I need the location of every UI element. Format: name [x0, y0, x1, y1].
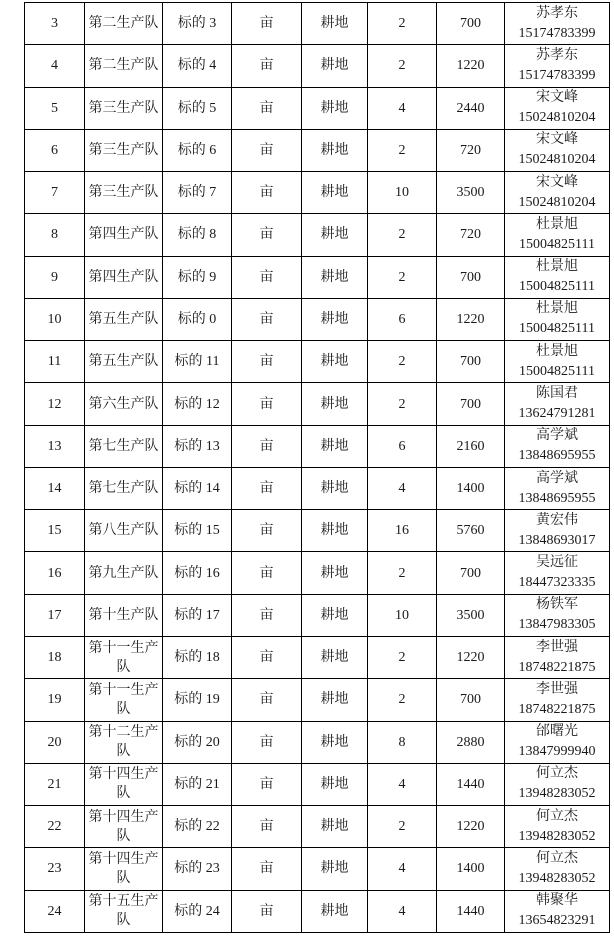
cell-bid-subject: 标的 21: [163, 763, 232, 805]
cell-bid-subject: 标的 9: [163, 256, 232, 298]
cell-bid-subject: 标的 18: [163, 636, 232, 678]
cell-unit: 亩: [232, 552, 302, 594]
cell-unit: 亩: [232, 890, 302, 932]
cell-quantity: 4: [368, 890, 437, 932]
cell-contact: [505, 45, 610, 87]
cell-amount: 3500: [437, 594, 505, 636]
cell-unit: 亩: [232, 3, 302, 45]
cell-amount: 1220: [437, 806, 505, 848]
cell-contact: [505, 425, 610, 467]
cell-unit: 亩: [232, 679, 302, 721]
cell-row-number: 21: [25, 763, 85, 805]
cell-quantity: 2: [368, 806, 437, 848]
cell-quantity: 2: [368, 383, 437, 425]
cell-quantity: 10: [368, 172, 437, 214]
cell-amount: 700: [437, 341, 505, 383]
cell-contact: [505, 87, 610, 129]
cell-row-number: 14: [25, 467, 85, 509]
cell-bid-subject: 标的 23: [163, 848, 232, 890]
contact-phone: 13654823291: [518, 913, 596, 929]
cell-bid-subject: 标的 24: [163, 890, 232, 932]
contact-phone: 15024810204: [518, 110, 596, 126]
cell-quantity: 6: [368, 298, 437, 340]
cell-row-number: 7: [25, 172, 85, 214]
cell-quantity: 4: [368, 763, 437, 805]
table-row: [25, 87, 610, 129]
table-row: [25, 256, 610, 298]
cell-row-number: 17: [25, 594, 85, 636]
table-row: [25, 298, 610, 340]
table-body: [25, 3, 610, 933]
cell-amount: 2440: [437, 87, 505, 129]
cell-production-team: 第二生产队: [85, 45, 163, 87]
cell-quantity: 2: [368, 129, 437, 171]
contact-name: 苏孝东: [536, 47, 578, 63]
contact-name: 杜景旭: [536, 343, 578, 359]
cell-land-type: 耕地: [302, 341, 368, 383]
cell-contact: [505, 172, 610, 214]
cell-production-team: 第八生产队: [85, 510, 163, 552]
cell-unit: 亩: [232, 848, 302, 890]
cell-row-number: 3: [25, 3, 85, 45]
table-row: [25, 3, 610, 45]
cell-row-number: 19: [25, 679, 85, 721]
cell-bid-subject: 标的 3: [163, 3, 232, 45]
cell-row-number: 15: [25, 510, 85, 552]
cell-amount: 2160: [437, 425, 505, 467]
contact-phone: 18447323335: [518, 575, 596, 591]
cell-amount: 1400: [437, 848, 505, 890]
cell-land-type: 耕地: [302, 679, 368, 721]
cell-unit: 亩: [232, 467, 302, 509]
cell-quantity: 2: [368, 3, 437, 45]
cell-contact: [505, 552, 610, 594]
contact-phone: 15004825111: [519, 279, 595, 295]
cell-land-type: 耕地: [302, 552, 368, 594]
contact-name: 邰曙光: [536, 724, 578, 740]
cell-bid-subject: 标的 17: [163, 594, 232, 636]
cell-amount: 1220: [437, 45, 505, 87]
cell-production-team: 第三生产队: [85, 172, 163, 214]
cell-quantity: 2: [368, 45, 437, 87]
cell-bid-subject: 标的 19: [163, 679, 232, 721]
contact-phone: 18748221875: [518, 701, 596, 717]
cell-bid-subject: 标的 4: [163, 45, 232, 87]
cell-contact: [505, 467, 610, 509]
cell-quantity: 16: [368, 510, 437, 552]
contact-phone: 13848693017: [518, 532, 596, 548]
cell-quantity: 4: [368, 467, 437, 509]
contact-phone: 15004825111: [519, 236, 595, 252]
cell-row-number: 22: [25, 806, 85, 848]
contact-phone: 13948283052: [518, 828, 596, 844]
cell-row-number: 24: [25, 890, 85, 932]
cell-contact: [505, 890, 610, 932]
cell-bid-subject: 标的 14: [163, 467, 232, 509]
cell-land-type: 耕地: [302, 425, 368, 467]
cell-land-type: 耕地: [302, 890, 368, 932]
cell-contact: [505, 594, 610, 636]
cell-land-type: 耕地: [302, 848, 368, 890]
cell-land-type: 耕地: [302, 721, 368, 763]
contact-phone: 15024810204: [518, 194, 596, 210]
cell-production-team: 第三生产队: [85, 87, 163, 129]
cell-bid-subject: 标的 8: [163, 214, 232, 256]
cell-contact: [505, 510, 610, 552]
cell-unit: 亩: [232, 383, 302, 425]
cell-quantity: 4: [368, 848, 437, 890]
contact-name: 何立杰: [536, 766, 578, 782]
cell-amount: 1440: [437, 890, 505, 932]
cell-row-number: 13: [25, 425, 85, 467]
contact-phone: 13948283052: [518, 786, 596, 802]
table-row: [25, 594, 610, 636]
cell-land-type: 耕地: [302, 383, 368, 425]
cell-production-team: 第十五生产队: [85, 890, 163, 932]
cell-unit: 亩: [232, 806, 302, 848]
cell-quantity: 2: [368, 552, 437, 594]
cell-land-type: 耕地: [302, 214, 368, 256]
cell-unit: 亩: [232, 298, 302, 340]
cell-unit: 亩: [232, 721, 302, 763]
table-row: [25, 510, 610, 552]
cell-row-number: 11: [25, 341, 85, 383]
cell-land-type: 耕地: [302, 467, 368, 509]
cell-unit: 亩: [232, 425, 302, 467]
table-row: [25, 172, 610, 214]
cell-bid-subject: 标的 0: [163, 298, 232, 340]
cell-contact: [505, 341, 610, 383]
cell-quantity: 2: [368, 214, 437, 256]
cell-row-number: 16: [25, 552, 85, 594]
contact-phone: 13847983305: [518, 617, 596, 633]
contact-phone: 15004825111: [519, 321, 595, 337]
cell-production-team: 第五生产队: [85, 298, 163, 340]
cell-amount: 700: [437, 679, 505, 721]
cell-quantity: 6: [368, 425, 437, 467]
table-row: [25, 763, 610, 805]
contact-phone: 13848695955: [518, 490, 596, 506]
cell-production-team: 第七生产队: [85, 425, 163, 467]
contact-name: 李世强: [536, 681, 578, 697]
cell-amount: 720: [437, 214, 505, 256]
cell-quantity: 2: [368, 341, 437, 383]
cell-contact: [505, 848, 610, 890]
cell-land-type: 耕地: [302, 298, 368, 340]
cell-row-number: 5: [25, 87, 85, 129]
cell-production-team: 第十一生产队: [85, 636, 163, 678]
cell-production-team: 第四生产队: [85, 256, 163, 298]
cell-land-type: 耕地: [302, 45, 368, 87]
cell-bid-subject: 标的 5: [163, 87, 232, 129]
cell-bid-subject: 标的 20: [163, 721, 232, 763]
cell-unit: 亩: [232, 129, 302, 171]
cell-production-team: 第十生产队: [85, 594, 163, 636]
cell-land-type: 耕地: [302, 87, 368, 129]
cell-unit: 亩: [232, 763, 302, 805]
contact-name: 宋文峰: [536, 132, 578, 148]
cell-land-type: 耕地: [302, 256, 368, 298]
cell-contact: [505, 129, 610, 171]
cell-quantity: 10: [368, 594, 437, 636]
contact-name: 杜景旭: [536, 259, 578, 275]
cell-production-team: 第九生产队: [85, 552, 163, 594]
cell-amount: 700: [437, 3, 505, 45]
cell-amount: 1220: [437, 636, 505, 678]
cell-quantity: 2: [368, 636, 437, 678]
cell-quantity: 2: [368, 256, 437, 298]
cell-land-type: 耕地: [302, 3, 368, 45]
table-row: [25, 848, 610, 890]
contact-phone: 13948283052: [518, 870, 596, 886]
table-row: [25, 552, 610, 594]
table-row: [25, 467, 610, 509]
contact-name: 杜景旭: [536, 216, 578, 232]
cell-unit: 亩: [232, 214, 302, 256]
cell-quantity: 2: [368, 679, 437, 721]
contact-phone: 13848695955: [518, 448, 596, 464]
cell-bid-subject: 标的 16: [163, 552, 232, 594]
cell-unit: 亩: [232, 172, 302, 214]
cell-quantity: 8: [368, 721, 437, 763]
cell-row-number: 8: [25, 214, 85, 256]
cell-contact: [505, 298, 610, 340]
cell-amount: 2880: [437, 721, 505, 763]
contact-name: 杜景旭: [536, 301, 578, 317]
cell-unit: 亩: [232, 510, 302, 552]
contact-name: 杨铁军: [536, 597, 578, 613]
cell-contact: [505, 214, 610, 256]
cell-unit: 亩: [232, 341, 302, 383]
contact-name: 何立杰: [536, 808, 578, 824]
cell-unit: 亩: [232, 594, 302, 636]
contact-phone: 15024810204: [518, 152, 596, 168]
table-row: [25, 636, 610, 678]
cell-contact: [505, 763, 610, 805]
cell-row-number: 18: [25, 636, 85, 678]
contact-name: 李世强: [536, 639, 578, 655]
contact-name: 高学斌: [536, 470, 578, 486]
contact-name: 高学斌: [536, 428, 578, 444]
cell-contact: [505, 636, 610, 678]
cell-row-number: 6: [25, 129, 85, 171]
contact-name: 何立杰: [536, 850, 578, 866]
table-row: [25, 679, 610, 721]
cell-row-number: 4: [25, 45, 85, 87]
cell-row-number: 10: [25, 298, 85, 340]
cell-unit: 亩: [232, 256, 302, 298]
cell-row-number: 12: [25, 383, 85, 425]
cell-amount: 700: [437, 552, 505, 594]
cell-land-type: 耕地: [302, 129, 368, 171]
cell-row-number: 23: [25, 848, 85, 890]
contact-name: 黄宏伟: [536, 512, 578, 528]
table-row: [25, 45, 610, 87]
table-row: [25, 214, 610, 256]
cell-land-type: 耕地: [302, 636, 368, 678]
contact-name: 陈国君: [536, 386, 578, 402]
table-row: [25, 721, 610, 763]
cell-production-team: 第二生产队: [85, 3, 163, 45]
contact-name: 苏孝东: [536, 5, 578, 21]
contact-phone: 18748221875: [518, 659, 596, 675]
contact-name: 韩聚华: [536, 893, 578, 909]
cell-production-team: 第十二生产队: [85, 721, 163, 763]
cell-production-team: 第七生产队: [85, 467, 163, 509]
cell-land-type: 耕地: [302, 510, 368, 552]
cell-land-type: 耕地: [302, 806, 368, 848]
cell-unit: 亩: [232, 87, 302, 129]
cell-bid-subject: 标的 6: [163, 129, 232, 171]
cell-production-team: 第六生产队: [85, 383, 163, 425]
cell-production-team: 第十一生产队: [85, 679, 163, 721]
cell-contact: [505, 721, 610, 763]
contact-name: 宋文峰: [536, 90, 578, 106]
cell-land-type: 耕地: [302, 763, 368, 805]
cell-contact: [505, 256, 610, 298]
cell-production-team: 第四生产队: [85, 214, 163, 256]
cell-land-type: 耕地: [302, 594, 368, 636]
cell-contact: [505, 679, 610, 721]
cell-production-team: 第三生产队: [85, 129, 163, 171]
cell-unit: 亩: [232, 636, 302, 678]
table-row: [25, 890, 610, 932]
cell-quantity: 4: [368, 87, 437, 129]
contact-phone: 13624791281: [518, 406, 596, 422]
contact-phone: 15174783399: [518, 25, 596, 41]
cell-production-team: 第五生产队: [85, 341, 163, 383]
cell-amount: 3500: [437, 172, 505, 214]
cell-row-number: 9: [25, 256, 85, 298]
cell-production-team: 第十四生产队: [85, 763, 163, 805]
cell-contact: [505, 383, 610, 425]
contact-phone: 13847999940: [518, 744, 596, 760]
table-row: [25, 425, 610, 467]
table-row: [25, 129, 610, 171]
contact-phone: 15174783399: [518, 67, 596, 83]
table-row: [25, 383, 610, 425]
cell-bid-subject: 标的 11: [163, 341, 232, 383]
cell-row-number: 20: [25, 721, 85, 763]
cell-amount: 700: [437, 383, 505, 425]
cell-amount: 720: [437, 129, 505, 171]
cell-bid-subject: 标的 15: [163, 510, 232, 552]
cell-amount: 700: [437, 256, 505, 298]
cell-contact: [505, 806, 610, 848]
land-bid-table: [24, 2, 610, 933]
table-row: [25, 341, 610, 383]
contact-phone: 15004825111: [519, 363, 595, 379]
contact-name: 宋文峰: [536, 174, 578, 190]
cell-production-team: 第十四生产队: [85, 806, 163, 848]
cell-bid-subject: 标的 13: [163, 425, 232, 467]
cell-unit: 亩: [232, 45, 302, 87]
cell-amount: 5760: [437, 510, 505, 552]
cell-production-team: 第十四生产队: [85, 848, 163, 890]
table-row: [25, 806, 610, 848]
cell-bid-subject: 标的 7: [163, 172, 232, 214]
cell-amount: 1440: [437, 763, 505, 805]
cell-contact: [505, 3, 610, 45]
cell-amount: 1220: [437, 298, 505, 340]
cell-amount: 1400: [437, 467, 505, 509]
cell-bid-subject: 标的 12: [163, 383, 232, 425]
cell-bid-subject: 标的 22: [163, 806, 232, 848]
cell-land-type: 耕地: [302, 172, 368, 214]
contact-name: 吴远征: [536, 555, 578, 571]
